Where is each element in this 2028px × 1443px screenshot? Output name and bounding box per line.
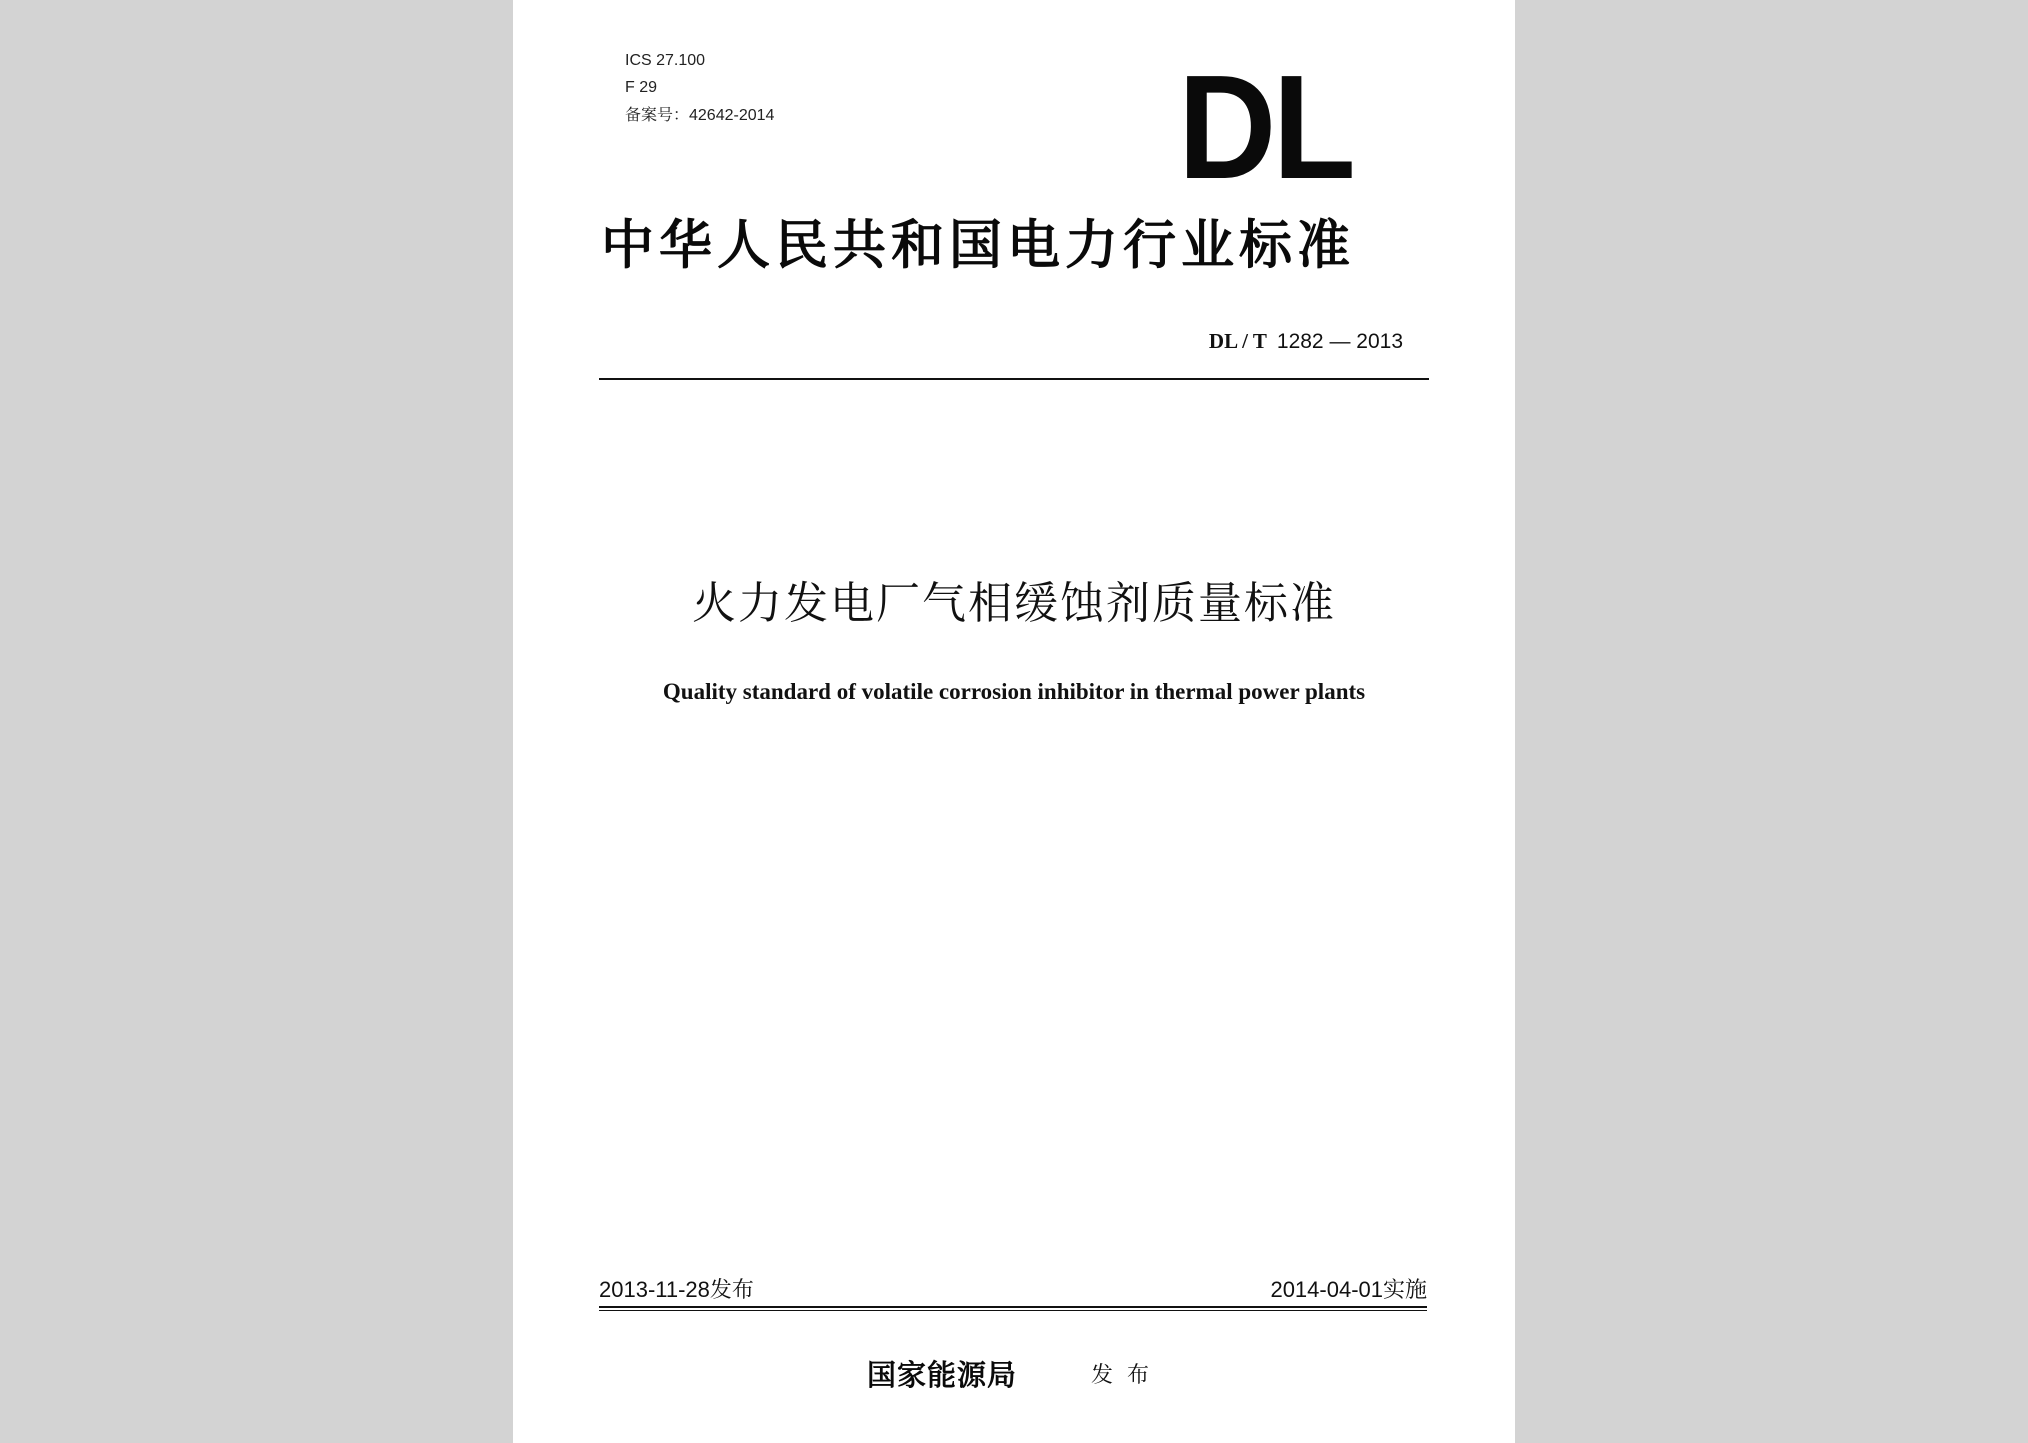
standard-code-prefix: DL / T (1208, 329, 1267, 353)
header-divider (599, 378, 1429, 380)
release-date: 2013-11-28发布 (599, 1277, 754, 1302)
footer-divider-thin (599, 1310, 1427, 1311)
document-cover-page (513, 0, 1515, 1443)
org-title: 中华人民共和国电力行业标准 (601, 214, 1355, 276)
dl-logo: DL (1178, 45, 1353, 210)
issue-label: 发布 (1091, 1363, 1164, 1388)
implementation-date: 2014-04-01实施 (1270, 1277, 1427, 1302)
document-title-en: Quality standard of volatile corrosion inhibitor in thermal power plants (662, 679, 1366, 704)
footer-divider (599, 1306, 1427, 1308)
standard-code (1209, 326, 1403, 357)
issuer-name: 国家能源局 (867, 1358, 1018, 1392)
document-title-cn: 火力发电厂气相缓蚀剂质量标准 (692, 578, 1336, 629)
ics-code: ICS 27.100 (625, 52, 706, 69)
filing-number: 备案号：42642-2014 (625, 107, 775, 124)
category-code: F 29 (625, 79, 658, 96)
standard-code-number: 1282 — 2013 (1276, 330, 1403, 353)
